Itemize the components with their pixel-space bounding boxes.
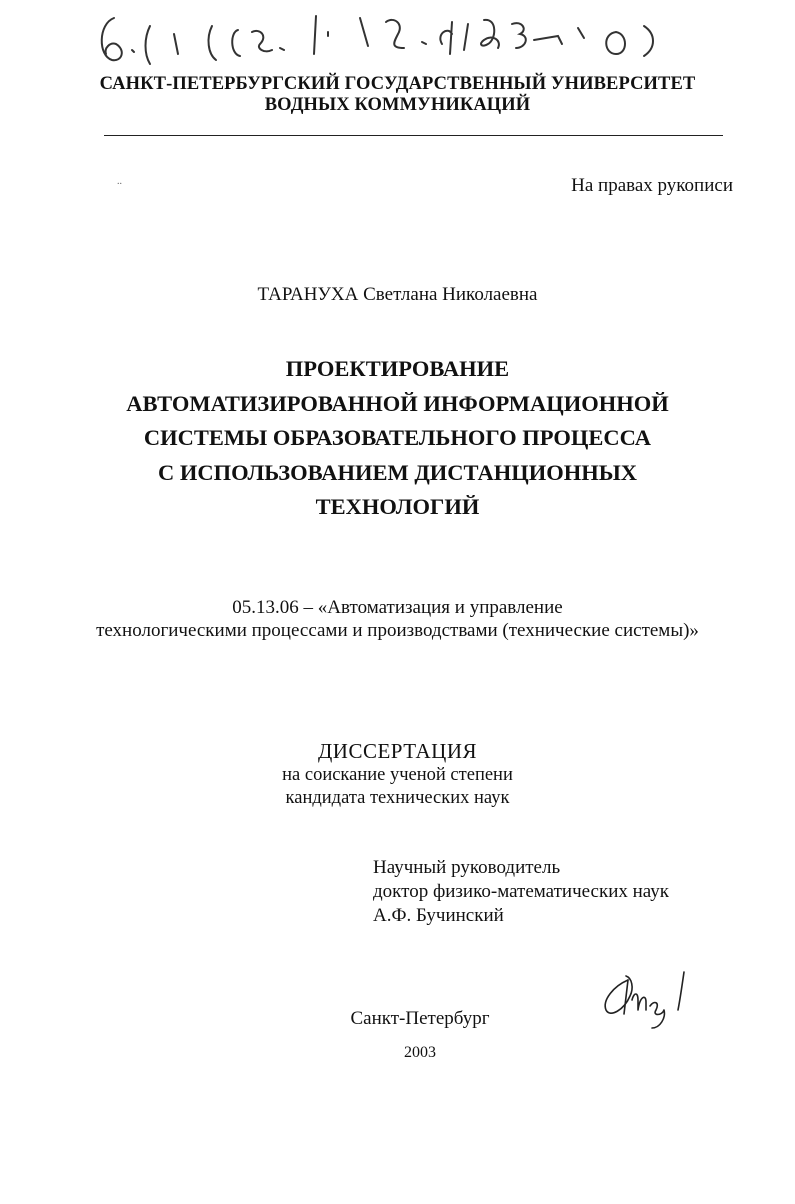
university-line-2: ВОДНЫХ КОММУНИКАЦИЙ <box>264 95 531 115</box>
handwritten-catalog-code <box>92 4 692 74</box>
rights-note: На правах рукописи <box>571 175 733 196</box>
specialty-line-1: 05.13.06 – «Автоматизация и управление <box>232 597 563 618</box>
year: 2003 <box>404 1044 436 1061</box>
city: Санкт-Петербург <box>350 1008 490 1029</box>
specialty-code <box>0 596 795 642</box>
scan-artifact-dots: .. <box>117 176 122 187</box>
dissertation-title <box>0 352 795 525</box>
title-line: СИСТЕМЫ ОБРАЗОВАТЕЛЬНОГО ПРОЦЕССА <box>143 425 652 450</box>
supervisor-name: А.Ф. Бучинский <box>373 905 504 926</box>
university-name <box>0 74 795 116</box>
supervisor-role: Научный руководитель <box>373 857 561 878</box>
title-line: ТЕХНОЛОГИЙ <box>315 494 480 519</box>
supervisor-degree: доктор физико-математических наук <box>373 881 669 902</box>
title-line: ПРОЕКТИРОВАНИЕ <box>285 356 510 381</box>
header-divider <box>104 135 723 136</box>
university-line-1: САНКТ-ПЕТЕРБУРГСКИЙ ГОСУДАРСТВЕННЫЙ УНИВЕРСИТЕТ <box>99 74 696 94</box>
title-line: С ИСПОЛЬЗОВАНИЕМ ДИСТАНЦИОННЫХ <box>157 459 638 485</box>
specialty-line-2: технологическими процессами и производствами (технические системы)» <box>96 620 699 641</box>
supervisor-block <box>373 856 669 928</box>
title-line: АВТОМАТИЗИРОВАННОЙ ИНФОРМАЦИОННОЙ <box>126 390 669 416</box>
degree-line-2: кандидата технических наук <box>285 788 510 808</box>
dissertation-heading: ДИССЕРТАЦИЯ <box>317 739 478 763</box>
degree-block <box>0 738 795 810</box>
degree-line-1: на соискание ученой степени <box>282 765 513 785</box>
author-name: ТАРАНУХА Светлана Николаевна <box>257 284 538 305</box>
